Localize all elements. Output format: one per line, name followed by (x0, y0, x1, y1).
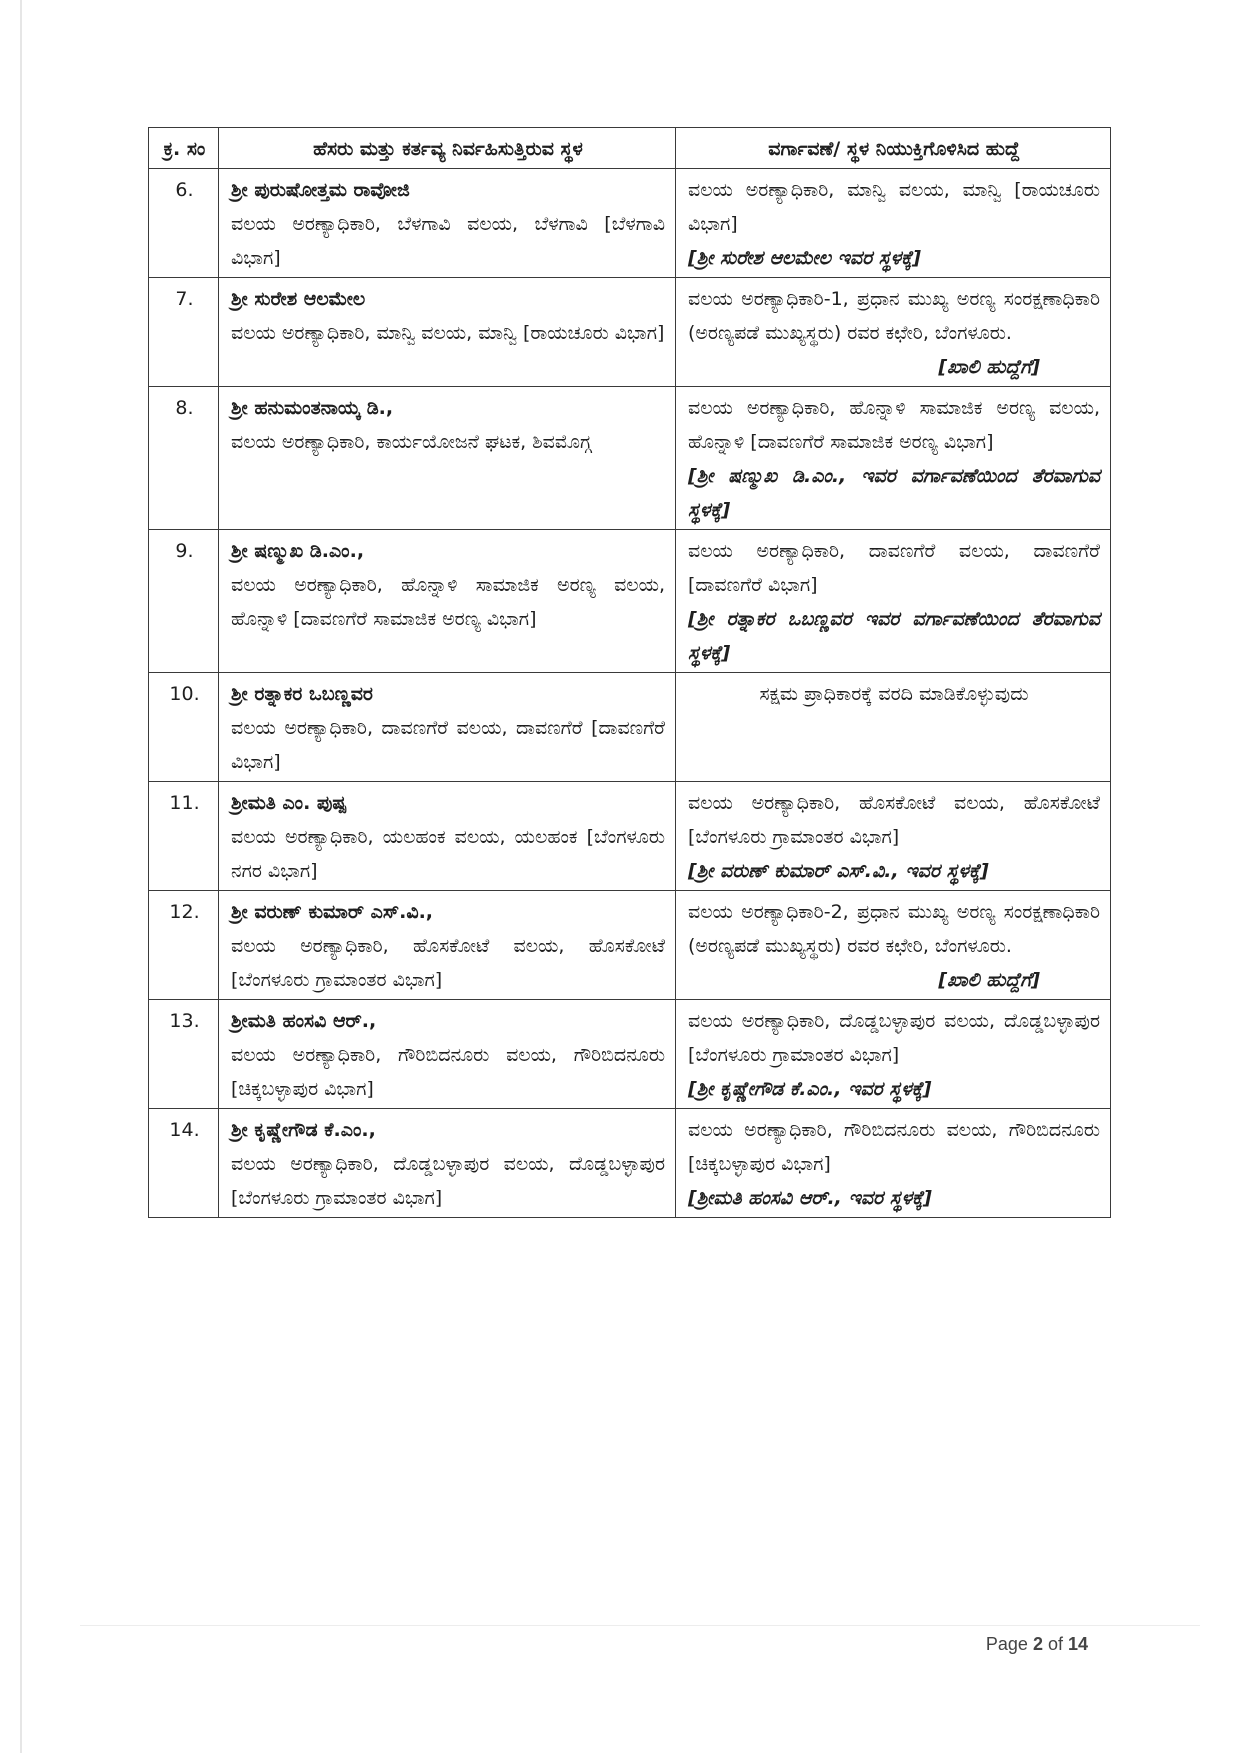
name-location-cell (219, 1109, 676, 1218)
officer-name: ಶ್ರೀ ಕೃಷ್ಣೇಗೌಡ ಕೆ.ಎಂ., (231, 1119, 376, 1141)
name-location-cell (219, 387, 676, 530)
current-posting: ವಲಯ ಅರಣ್ಯಾಧಿಕಾರಿ, ಬೆಳಗಾವಿ ವಲಯ, ಬೆಳಗಾವಿ [ಬೆಳಗಾವಿ ವಿಭಾಗ] (231, 213, 665, 269)
current-posting: ವಲಯ ಅರಣ್ಯಾಧಿಕಾರಿ, ಮಾನ್ವಿ ವಲಯ, ಮಾನ್ವಿ [ರಾಯಚೂರು ವಿಭಾಗ] (231, 322, 665, 344)
new-posting: ವಲಯ ಅರಣ್ಯಾಧಿಕಾರಿ-2, ಪ್ರಧಾನ ಮುಖ್ಯ ಅರಣ್ಯ ಸಂರಕ್ಷಣಾಧಿಕಾರಿ (ಅರಣ್ಯಪಡೆ ಮುಖ್ಯಸ್ಥರು) ರವರ ಕಛೇರಿ, ಬೆಂಗಳೂರು. (688, 901, 1100, 957)
new-posting: ವಲಯ ಅರಣ್ಯಾಧಿಕಾರಿ, ಗೌರಿಬಿದನೂರು ವಲಯ, ಗೌರಿಬಿದನೂರು [ಚಿಕ್ಕಬಳ್ಳಾಪುರ ವಿಭಾಗ] (688, 1119, 1100, 1175)
name-location-cell (219, 169, 676, 278)
officer-name: ಶ್ರೀಮತಿ ಎಂ. ಪುಷ್ಪ (231, 792, 347, 814)
serial-no-cell: 11. (149, 782, 219, 891)
vacancy-note: [ಶ್ರೀ ರತ್ನಾಕರ ಒಬಣ್ಣವರ ಇವರ ವರ್ಗಾವಣೆಯಿಂದ ತೆರವಾಗುವ ಸ್ಥಳಕ್ಕೆ] (688, 608, 1100, 664)
officer-name: ಶ್ರೀ ರತ್ನಾಕರ ಒಬಣ್ಣವರ (231, 683, 373, 705)
officer-name: ಶ್ರೀ ಪುರುಷೋತ್ತಮ ರಾವೋಜಿ (231, 179, 410, 201)
table-row (149, 891, 1111, 1000)
transfer-post-cell (676, 1109, 1111, 1218)
transfer-table (148, 127, 1111, 1218)
serial-no-cell: 9. (149, 530, 219, 673)
serial-no-cell: 13. (149, 1000, 219, 1109)
table-row (149, 673, 1111, 782)
new-posting: ವಲಯ ಅರಣ್ಯಾಧಿಕಾರಿ, ಮಾನ್ವಿ ವಲಯ, ಮಾನ್ವಿ [ರಾಯಚೂರು ವಿಭಾಗ] (688, 179, 1100, 235)
officer-name: ಶ್ರೀಮತಿ ಹಂಸವಿ ಆರ್., (231, 1010, 377, 1032)
current-posting: ವಲಯ ಅರಣ್ಯಾಧಿಕಾರಿ, ದಾವಣಗೆರೆ ವಲಯ, ದಾವಣಗೆರೆ [ದಾವಣಗೆರೆ ವಿಭಾಗ] (231, 717, 665, 773)
header-serial-no: ಕ್ರ. ಸಂ (149, 128, 219, 169)
new-posting: ವಲಯ ಅರಣ್ಯಾಧಿಕಾರಿ, ಹೊನ್ನಾಳಿ ಸಾಮಾಜಿಕ ಅರಣ್ಯ ವಲಯ, ಹೊನ್ನಾಳಿ [ದಾವಣಗೆರೆ ಸಾಮಾಜಿಕ ಅರಣ್ಯ ವಿಭಾಗ] (688, 397, 1100, 453)
serial-no-cell: 12. (149, 891, 219, 1000)
vacancy-note: [ಶ್ರೀಮತಿ ಹಂಸವಿ ಆರ್., ಇವರ ಸ್ಥಳಕ್ಕೆ] (688, 1187, 932, 1209)
transfer-post-cell (676, 278, 1111, 387)
table-row (149, 1109, 1111, 1218)
name-location-cell (219, 673, 676, 782)
vacancy-note: [ಶ್ರೀ ಸುರೇಶ ಆಲಮೇಲ ಇವರ ಸ್ಥಳಕ್ಕೆ] (688, 247, 921, 269)
name-location-cell (219, 278, 676, 387)
vacancy-note: [ಶ್ರೀ ಷಣ್ಮುಖ ಡಿ.ಎಂ., ಇವರ ವರ್ಗಾವಣೆಯಿಂದ ತೆರವಾಗುವ ಸ್ಥಳಕ್ಕೆ] (688, 465, 1100, 521)
table-header-row (149, 128, 1111, 169)
vacancy-note: [ಶ್ರೀ ಕೃಷ್ಣೇಗೌಡ ಕೆ.ಎಂ., ಇವರ ಸ್ಥಳಕ್ಕೆ] (688, 1078, 932, 1100)
transfer-post-cell (676, 1000, 1111, 1109)
header-transfer-post: ವರ್ಗಾವಣೆ/ ಸ್ಥಳ ನಿಯುಕ್ತಿಗೊಳಿಸಿದ ಹುದ್ದೆ (676, 128, 1111, 169)
name-location-cell (219, 891, 676, 1000)
vacancy-note: [ಖಾಲಿ ಹುದ್ದೆಗೆ] (938, 969, 1040, 991)
table-row (149, 530, 1111, 673)
current-posting: ವಲಯ ಅರಣ್ಯಾಧಿಕಾರಿ, ದೊಡ್ಡಬಳ್ಳಾಪುರ ವಲಯ, ದೊಡ್ಡಬಳ್ಳಾಪುರ [ಬೆಂಗಳೂರು ಗ್ರಾಮಾಂತರ ವಿಭಾಗ] (231, 1153, 665, 1209)
officer-name: ಶ್ರೀ ಷಣ್ಮುಖ ಡಿ.ಎಂ., (231, 540, 365, 562)
serial-no-cell: 6. (149, 169, 219, 278)
serial-no-cell: 8. (149, 387, 219, 530)
table-row (149, 1000, 1111, 1109)
officer-name: ಶ್ರೀ ವರುಣ್ ಕುಮಾರ್ ಎಸ್.ವಿ., (231, 901, 434, 923)
header-name-location: ಹೆಸರು ಮತ್ತು ಕರ್ತವ್ಯ ನಿರ್ವಹಿಸುತ್ತಿರುವ ಸ್ಥಳ (219, 128, 676, 169)
current-posting: ವಲಯ ಅರಣ್ಯಾಧಿಕಾರಿ, ಗೌರಿಬಿದನೂರು ವಲಯ, ಗೌರಿಬಿದನೂರು [ಚಿಕ್ಕಬಳ್ಳಾಪುರ ವಿಭಾಗ] (231, 1044, 665, 1100)
name-location-cell (219, 782, 676, 891)
table-row (149, 169, 1111, 278)
page-number: Page 2 of 14 (985, 1634, 1088, 1654)
name-location-cell (219, 1000, 676, 1109)
transfer-post-cell (676, 673, 1111, 782)
transfer-post-cell (676, 530, 1111, 673)
transfer-post-cell (676, 387, 1111, 530)
current-posting: ವಲಯ ಅರಣ್ಯಾಧಿಕಾರಿ, ಹೊನ್ನಾಳಿ ಸಾಮಾಜಿಕ ಅರಣ್ಯ ವಲಯ, ಹೊನ್ನಾಳಿ [ದಾವಣಗೆರೆ ಸಾಮಾಜಿಕ ಅರಣ್ಯ ವಿಭಾಗ] (231, 574, 665, 630)
name-location-cell (219, 530, 676, 673)
scan-edge (20, 0, 22, 1753)
table-row (149, 387, 1111, 530)
serial-no-cell: 14. (149, 1109, 219, 1218)
current-posting: ವಲಯ ಅರಣ್ಯಾಧಿಕಾರಿ, ಹೊಸಕೋಟೆ ವಲಯ, ಹೊಸಕೋಟೆ [ಬೆಂಗಳೂರು ಗ್ರಾಮಾಂತರ ವಿಭಾಗ] (231, 935, 665, 991)
serial-no-cell: 7. (149, 278, 219, 387)
officer-name: ಶ್ರೀ ಹನುಮಂತನಾಯ್ಕ ಡಿ., (231, 397, 394, 419)
current-posting: ವಲಯ ಅರಣ್ಯಾಧಿಕಾರಿ, ಯಲಹಂಕ ವಲಯ, ಯಲಹಂಕ [ಬೆಂಗಳೂರು ನಗರ ವಿಭಾಗ] (231, 826, 665, 882)
table-row (149, 278, 1111, 387)
transfer-post-cell (676, 782, 1111, 891)
serial-no-cell: 10. (149, 673, 219, 782)
new-posting: ವಲಯ ಅರಣ್ಯಾಧಿಕಾರಿ, ದೊಡ್ಡಬಳ್ಳಾಪುರ ವಲಯ, ದೊಡ್ಡಬಳ್ಳಾಪುರ [ಬೆಂಗಳೂರು ಗ್ರಾಮಾಂತರ ವಿಭಾಗ] (688, 1010, 1100, 1066)
new-posting: ವಲಯ ಅರಣ್ಯಾಧಿಕಾರಿ, ದಾವಣಗೆರೆ ವಲಯ, ದಾವಣಗೆರೆ [ದಾವಣಗೆರೆ ವಿಭಾಗ] (688, 540, 1100, 596)
new-posting: ಸಕ್ಷಮ ಪ್ರಾಧಿಕಾರಕ್ಕೆ ವರದಿ ಮಾಡಿಕೊಳ್ಳುವುದು (759, 683, 1029, 705)
new-posting: ವಲಯ ಅರಣ್ಯಾಧಿಕಾರಿ-1, ಪ್ರಧಾನ ಮುಖ್ಯ ಅರಣ್ಯ ಸಂರಕ್ಷಣಾಧಿಕಾರಿ (ಅರಣ್ಯಪಡೆ ಮುಖ್ಯಸ್ಥರು) ರವರ ಕಛೇರಿ, ಬೆಂಗಳೂರು. (688, 288, 1100, 344)
footer-rule (80, 1625, 1200, 1626)
vacancy-note: [ಶ್ರೀ ವರುಣ್ ಕುಮಾರ್ ಎಸ್.ವಿ., ಇವರ ಸ್ಥಳಕ್ಕೆ] (688, 860, 989, 882)
current-posting: ವಲಯ ಅರಣ್ಯಾಧಿಕಾರಿ, ಕಾರ್ಯಯೋಜನೆ ಘಟಕ, ಶಿವಮೊಗ್ಗ (231, 431, 592, 453)
officer-name: ಶ್ರೀ ಸುರೇಶ ಆಲಮೇಲ (231, 288, 366, 310)
table-row (149, 782, 1111, 891)
vacancy-note: [ಖಾಲಿ ಹುದ್ದೆಗೆ] (938, 356, 1040, 378)
new-posting: ವಲಯ ಅರಣ್ಯಾಧಿಕಾರಿ, ಹೊಸಕೋಟೆ ವಲಯ, ಹೊಸಕೋಟೆ [ಬೆಂಗಳೂರು ಗ್ರಾಮಾಂತರ ವಿಭಾಗ] (688, 792, 1100, 848)
transfer-post-cell (676, 891, 1111, 1000)
transfer-post-cell (676, 169, 1111, 278)
